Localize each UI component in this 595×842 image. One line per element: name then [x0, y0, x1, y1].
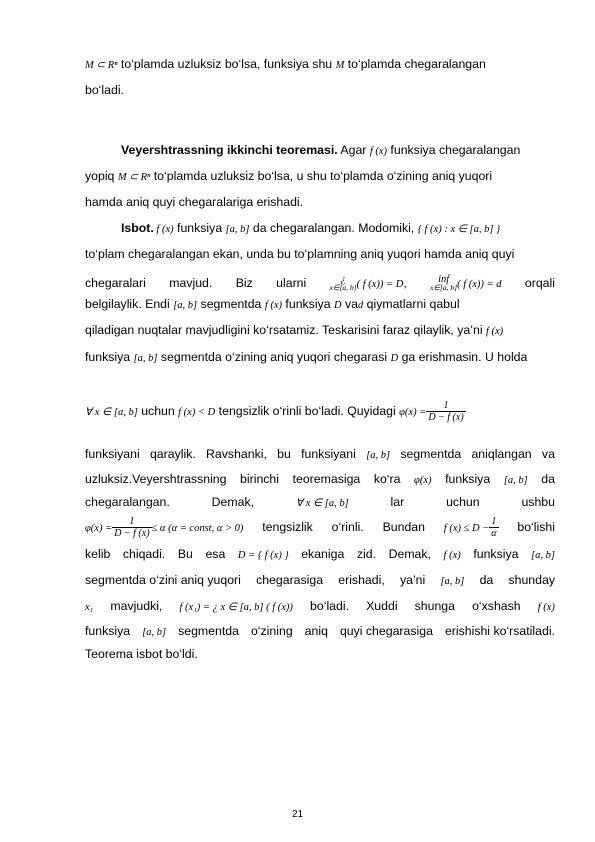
word: Demak,: [388, 547, 431, 561]
word: chiqadi.: [122, 547, 166, 561]
word: aniqlangan: [471, 447, 532, 461]
math-fx: f (x): [537, 602, 555, 613]
math-segment: [a, b]: [173, 300, 198, 311]
text-line-17: [85, 546, 555, 564]
text-line-9: [85, 296, 460, 314]
text: ga erishmasin. U holda: [398, 350, 528, 364]
text-line-13: [85, 446, 555, 464]
word: chegaralari: [85, 276, 146, 290]
math-bound: [444, 516, 499, 539]
text-line-4: [85, 168, 492, 186]
word: uchun: [446, 495, 480, 509]
word: bo‘lishi: [517, 519, 555, 534]
math-sup-expr: ( f (x)) = D: [356, 279, 404, 290]
text-line-2: [85, 82, 124, 98]
word: erishadi,: [338, 573, 385, 587]
word: ularni: [276, 276, 307, 290]
word: da: [479, 573, 494, 587]
word: erishishi ko‘rsatiladi.: [444, 624, 555, 638]
math-fx: f (x): [369, 146, 388, 157]
word: aniq: [304, 624, 328, 638]
word: mavjudki,: [110, 599, 163, 613]
text: qiymatlarni qabul: [363, 297, 460, 311]
word: segmentda o‘zini aniq yuqori: [85, 573, 241, 587]
word: Ravshanki,: [206, 447, 267, 461]
word: funksiya: [473, 547, 519, 561]
text-line-16: [85, 516, 555, 539]
word: orqali: [524, 276, 555, 290]
text: funksiya: [85, 350, 134, 364]
math-fx: f (x): [264, 300, 283, 311]
text-line-21: [85, 646, 198, 662]
math-fx: f (x): [485, 326, 504, 337]
text: segmentda o‘zining aniq yuqori chegarasi: [157, 350, 391, 364]
math-x1: x₁: [85, 602, 94, 613]
math-phi: φ(x): [414, 475, 432, 486]
word: Biz: [235, 276, 253, 290]
text: to‘plamda chegaralangan: [344, 57, 486, 71]
word: funksiya: [445, 472, 491, 486]
text-line-18: [85, 572, 555, 590]
word: ushbu: [521, 495, 555, 509]
word: quyi chegarasiga: [339, 624, 433, 638]
text-line-10: [85, 322, 503, 340]
word: ya’ni: [399, 573, 426, 587]
text: Teorema isbot bo‘ldi.: [85, 647, 198, 661]
math-set: D = { f (x) }: [237, 550, 289, 561]
math-inf-sub: x∈[a, b]: [430, 282, 458, 292]
theorem-title: Veyershtrassning ikkinchi teoremasi.: [121, 143, 338, 157]
math-sup-sub: x∈[a, b]: [329, 282, 357, 292]
math-fx1: f (x₁) = ¿ x ∈ [a, b] ( f (x)): [179, 602, 293, 613]
word: teoremasiga: [292, 472, 361, 486]
text: yopiq: [85, 169, 118, 183]
math-forall: ∀ x ∈ [a, b]: [85, 406, 138, 418]
text: Agar: [337, 143, 370, 157]
word: ekaniga: [301, 547, 345, 561]
math-segment: [a, b]: [133, 353, 158, 364]
math-segment: [a, b]: [503, 475, 528, 486]
word: Demak,: [211, 495, 255, 509]
text: belgilaylik. Endi: [85, 297, 174, 311]
math-segment: [a, b]: [142, 627, 167, 638]
math-sup: ¿: [340, 273, 346, 285]
word: shunday: [508, 573, 555, 587]
text-line-19: [85, 598, 555, 616]
theorem-heading-line: [121, 142, 520, 160]
math-segment: [a, b]: [366, 450, 391, 461]
math-phi: φ(x) =: [85, 522, 113, 534]
math-fraction: [112, 516, 151, 539]
math-fraction: [489, 516, 498, 539]
math-d-upper: D: [333, 300, 342, 311]
fraction-numerator: 1: [443, 400, 449, 411]
math-fx: f (x): [443, 550, 461, 561]
math-segment: [a, b]: [440, 576, 465, 587]
math-sup-expression: [330, 275, 407, 293]
fraction-numerator: 1: [129, 516, 135, 527]
word: segmentda: [400, 447, 462, 461]
math-m-subset-rn: M ⊂ Rⁿ: [85, 60, 118, 71]
math-forall: ∀ x ∈ [a, b]: [295, 498, 349, 509]
math-segment: [a, b]: [225, 224, 250, 235]
text: to‘plam chegaralangan ekan, unda bu to‘plamning aniq yuqori hamda aniq quyi: [85, 247, 515, 261]
word: zid.: [356, 547, 377, 561]
fraction-denominator: α: [491, 528, 497, 539]
word: Bu: [177, 547, 193, 561]
text: to‘plamda uzluksiz bo‘lsa, u shu to‘plamda o‘zining aniq yuqori: [150, 169, 493, 183]
word: uzluksiz.Veyershtrassning: [85, 472, 227, 486]
word: bu: [277, 447, 291, 461]
text: hamda aniq quyi chegaralariga erishadi.: [85, 195, 304, 209]
text-line-14: [85, 471, 555, 489]
text-line-7: [85, 246, 514, 262]
math-inf: inf: [438, 273, 450, 285]
word: tengsizlik: [262, 519, 313, 534]
fraction-denominator: D − f (x): [114, 528, 150, 539]
math-m: M: [335, 60, 345, 71]
math-phi-ineq: [85, 516, 243, 539]
word: o‘zining: [250, 624, 293, 638]
text: va: [341, 297, 358, 311]
math-fx: f (x): [153, 224, 174, 235]
math-fx-bound: f (x) ≤ D −: [443, 522, 490, 534]
text-line-12: [85, 400, 466, 423]
word: Xuddi: [366, 599, 398, 613]
word: lar: [390, 495, 405, 509]
text: funksiya: [282, 297, 334, 311]
text: funksiya: [173, 221, 226, 235]
word: Bundan: [382, 519, 425, 534]
text: da chegaralangan. Modomiki,: [249, 221, 418, 235]
word: segmentda: [178, 624, 239, 638]
text: to‘plamda uzluksiz bo‘lsa, funksiya shu: [117, 57, 336, 71]
text-line-8: [85, 275, 555, 293]
word: funksiyani: [301, 447, 356, 461]
text: funksiya chegaralangan: [387, 143, 521, 157]
comma: ,: [403, 276, 407, 290]
text: uchun: [137, 403, 179, 418]
page-number: 21: [291, 809, 304, 820]
math-phi: φ(x) =: [399, 406, 427, 418]
math-m-subset-rn: M ⊂ Rⁿ: [117, 172, 151, 183]
word: chegaralangan.: [85, 495, 170, 509]
text: segmentda: [197, 297, 265, 311]
text-line-5: [85, 194, 303, 210]
word: va: [541, 447, 555, 461]
word: esa: [205, 547, 226, 561]
math-ineq: f (x) < D: [178, 406, 216, 418]
word: bo‘ladi.: [310, 599, 349, 613]
text-line-11: [85, 349, 527, 367]
word: o‘rinli.: [331, 519, 364, 534]
text: qiladigan nuqtalar mavjudligini ko‘rsatamiz. Teskarisini faraz qilaylik, ya’ni: [85, 323, 486, 337]
math-set: { f (x) : x ∈ [a, b] }: [417, 224, 501, 235]
math-segment: [a, b]: [531, 550, 555, 561]
word: ko‘ra: [373, 472, 401, 486]
fraction-denominator: D − f (x): [428, 412, 464, 423]
word: birinchi: [240, 472, 280, 486]
word: kelib: [85, 547, 111, 561]
word: funksiyani: [85, 447, 140, 461]
math-inf-expr: ( f (x)) = d: [457, 279, 502, 290]
word: da: [541, 472, 555, 486]
text-line-1: [85, 56, 486, 74]
math-inf-expression: [430, 275, 501, 293]
text-line-20: [85, 623, 555, 641]
fraction-numerator: 1: [491, 516, 497, 527]
word: mavjud.: [169, 276, 213, 290]
word: chegarasiga: [256, 573, 324, 587]
word: o‘xshash: [472, 599, 521, 613]
proof-title: Isbot.: [121, 221, 154, 235]
math-d-lower: d: [357, 300, 364, 311]
math-alpha: ≤ α (α = const, α > 0): [151, 522, 244, 534]
word: qaraylik.: [149, 447, 196, 461]
text: tengsizlik o‘rinli bo‘ladi. Quyidagi: [215, 403, 400, 418]
word: shunga: [414, 599, 455, 613]
word: funksiya: [85, 624, 131, 638]
math-fraction: [426, 400, 465, 423]
math-d-upper: D: [390, 353, 399, 364]
text: bo‘ladi.: [85, 83, 124, 97]
proof-heading-line: [121, 220, 500, 238]
text-line-15: [85, 494, 555, 512]
